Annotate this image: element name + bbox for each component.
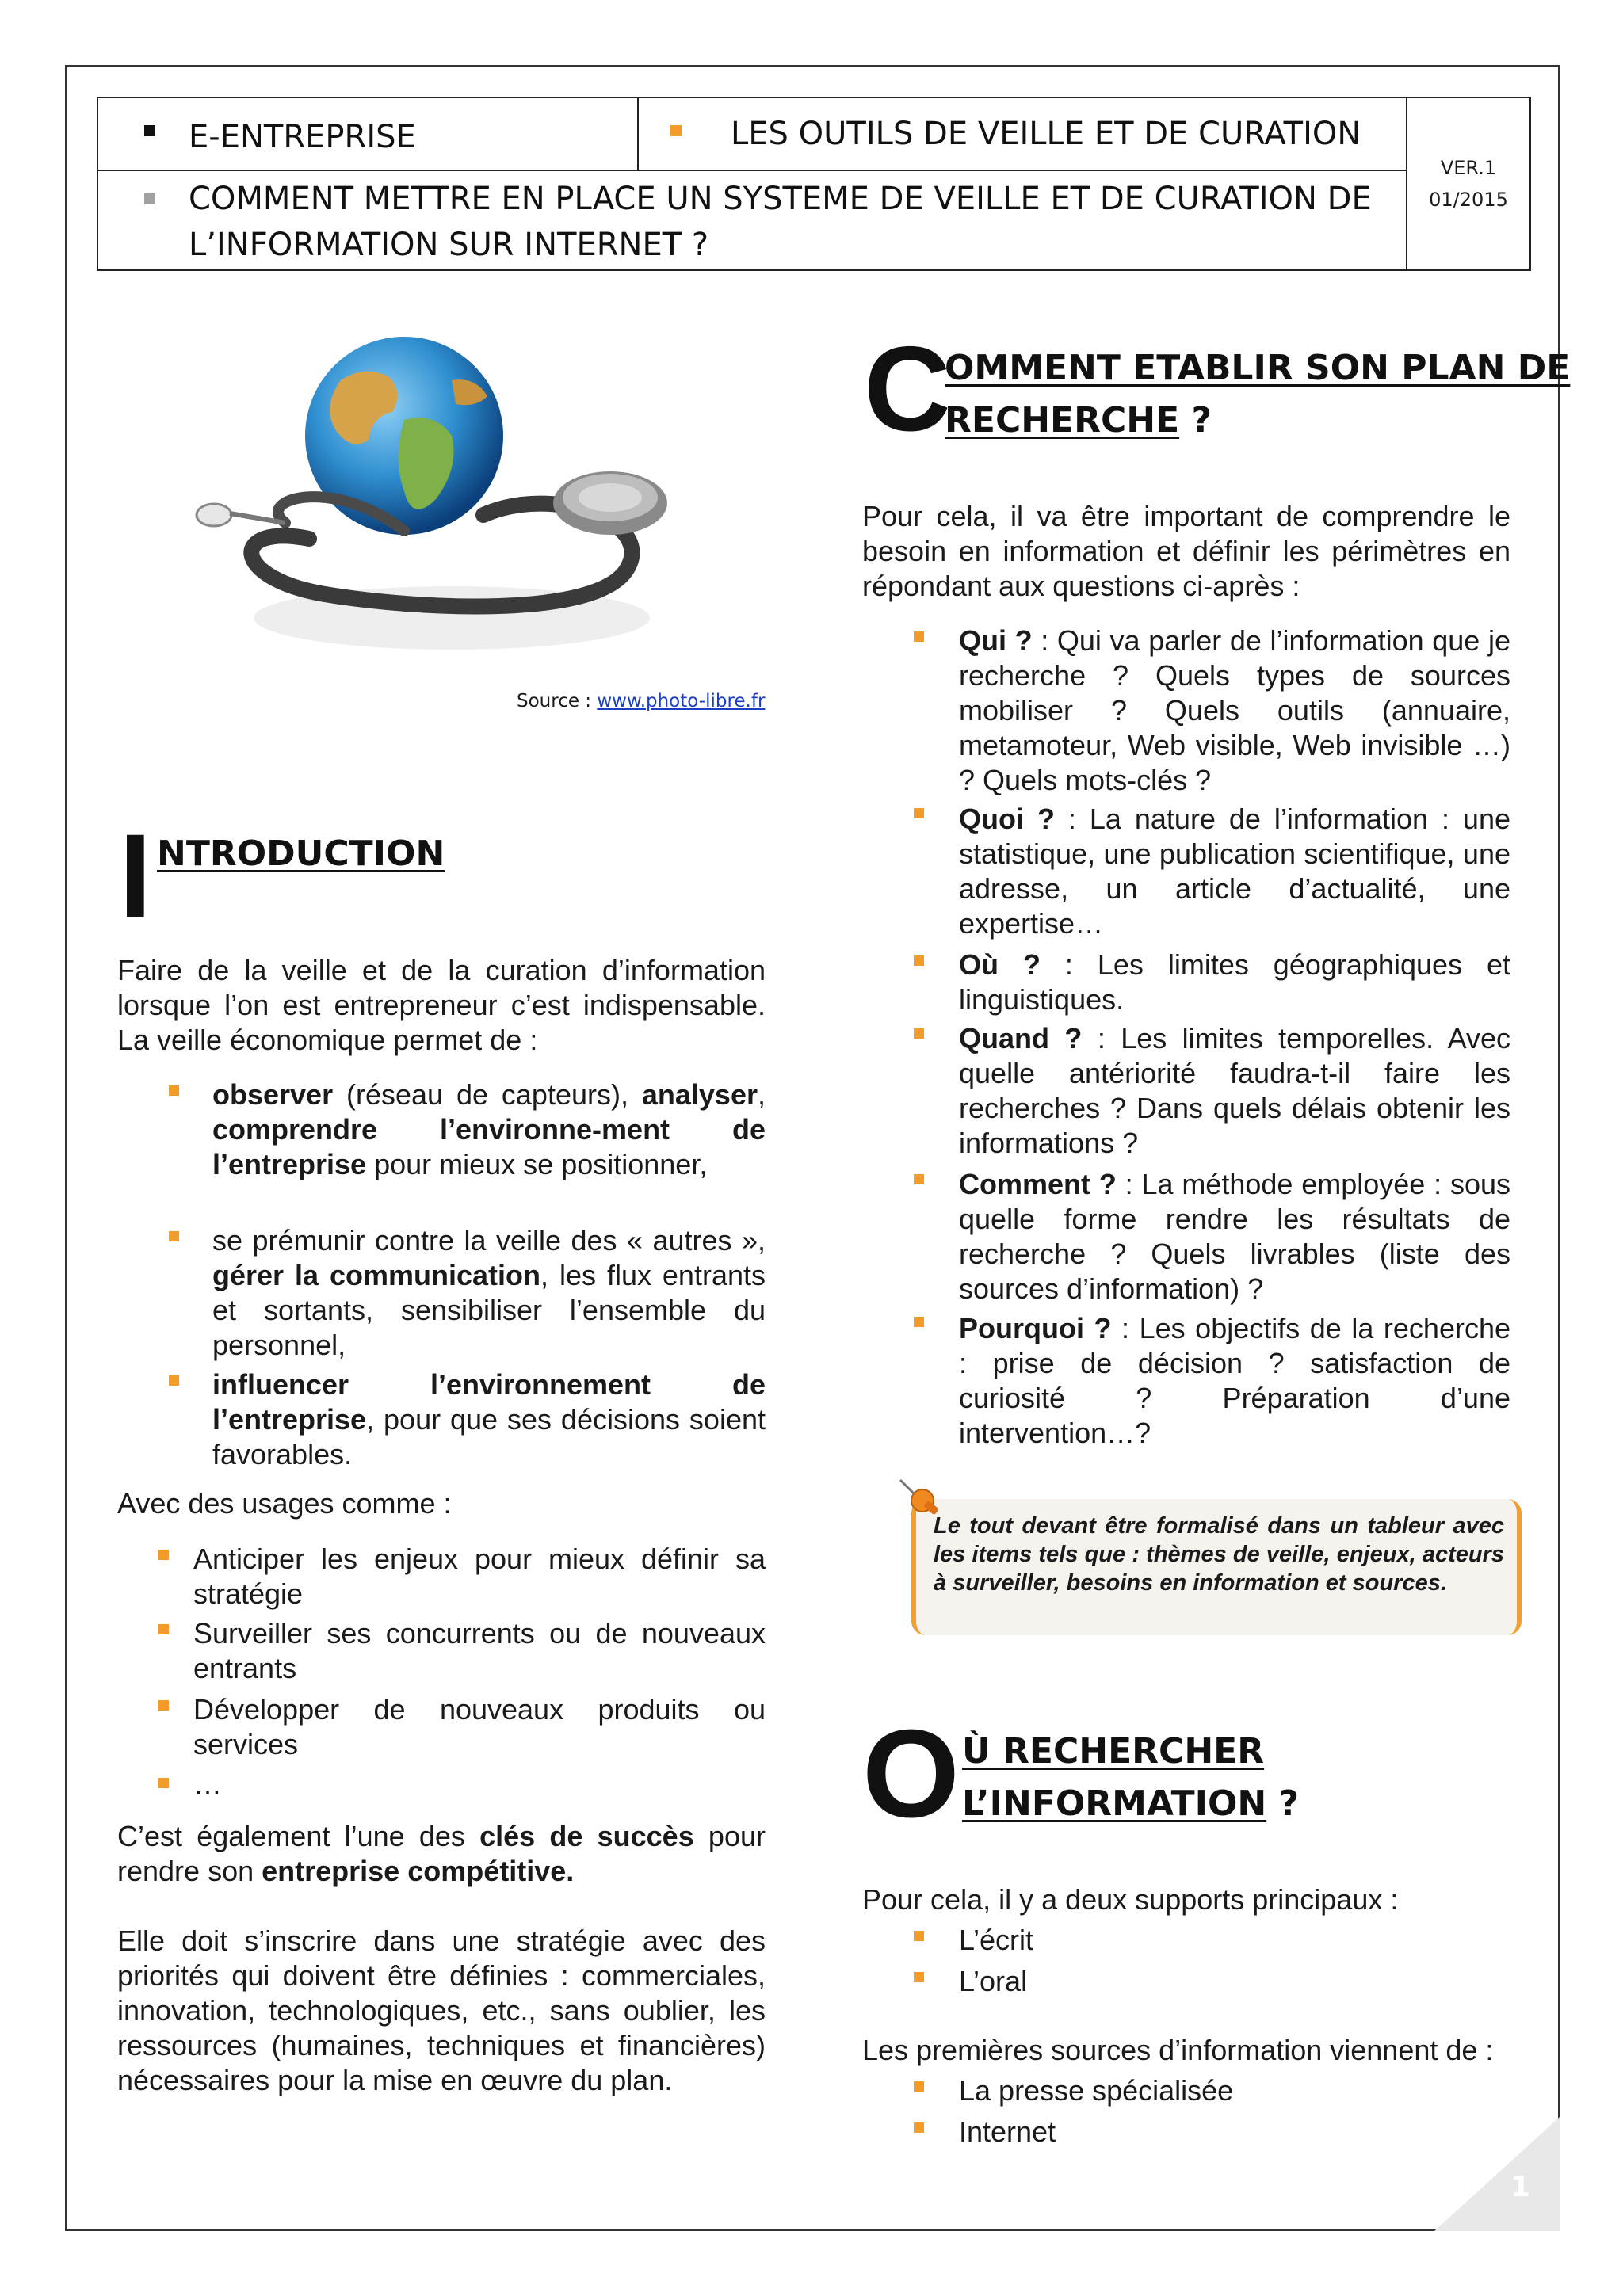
bullet-icon: [914, 808, 924, 818]
globe-stethoscope-image: [182, 333, 721, 673]
header-question-cell: [98, 171, 1406, 269]
usage-item-1: Anticiper les enjeux pour mieux définir sa stratégie: [193, 1543, 766, 1610]
header-version-cell: [1406, 98, 1529, 269]
header-table: [97, 97, 1531, 271]
page-number: 1: [1510, 2171, 1531, 2203]
plan-item-qui: Qui ? : Qui va parler de l’information que je recherche ? Quels types de sources mobiliser ? Quels outils (annuaire, metamoteur, Web visible, Web invisible …) ? Quels mots-clés ?: [959, 624, 1510, 796]
bullet-icon: [914, 1028, 924, 1039]
bullet-icon: [158, 1700, 169, 1711]
plan-heading-line1: OMMENT ETABLIR SON PLAN DE: [945, 348, 1571, 388]
where-heading-line1: Ù RECHERCHER: [962, 1731, 1265, 1772]
header-version: VER.1: [1440, 157, 1497, 179]
plan-item-quoi: Quoi ? : La nature de l’information : une statistique, une publication scientifique, une adresse, un article d’actualité, une expertise…: [959, 803, 1510, 940]
where-heading-line2: L’INFORMATION ?: [962, 1783, 1300, 1824]
intro-drop-letter: I: [119, 809, 152, 942]
note-text: Le tout devant être formalisé dans un tableur avec les items tels que : thèmes de veille, enjeux, acteurs à surveiller, besoins en information et sources.: [934, 1513, 1504, 1596]
where-para2: Les premières sources d’information viennent de :: [862, 2034, 1494, 2066]
support-item-1: L’écrit: [959, 1924, 1034, 1956]
source-item-2: Internet: [959, 2115, 1056, 2148]
bullet-icon: [914, 2081, 924, 2092]
bullet-icon: [914, 1174, 924, 1184]
header-topic-cell: [639, 98, 1406, 170]
image-source-link[interactable]: www.photo-libre.fr: [597, 691, 766, 711]
bullet-icon: [914, 2122, 924, 2133]
plan-item-pourquoi: Pourquoi ? : Les objectifs de la recherche : prise de décision ? satisfaction de curiosité ? Préparation d’une intervention…?: [959, 1312, 1510, 1449]
image-source: [517, 691, 765, 711]
header-domain-cell: [98, 98, 639, 170]
bullet-icon: [914, 631, 924, 642]
header-question-line1: COMMENT METTRE EN PLACE UN SYSTEME DE VEILLE ET DE CURATION DE: [189, 181, 1372, 217]
plan-heading-line2: RECHERCHE ?: [945, 400, 1212, 441]
header-topic: LES OUTILS DE VEILLE ET DE CURATION: [731, 116, 1361, 152]
where-para1: Pour cela, il y a deux supports principaux :: [862, 1883, 1399, 1916]
image-source-label: Source :: [517, 691, 598, 711]
support-item-2: L’oral: [959, 1965, 1028, 1997]
bullet-icon: [169, 1231, 179, 1241]
intro-para3: Elle doit s’inscrire dans une stratégie avec des priorités qui doivent être définies : commerciales, innovation, technologiques, etc., sans oublier, les ressources (humaines, techniques et financières) nécessaires pour la mise en œuvre du plan.: [117, 1924, 766, 2096]
gray-bullet-icon: [144, 193, 155, 204]
source-item-1: La presse spécialisée: [959, 2074, 1234, 2107]
where-drop-letter: O: [862, 1704, 960, 1844]
intro-bullet-2: se prémunir contre la veille des « autres », gérer la communication, les flux entrants et sortants, sensibiliser l’ensemble du personnel,: [212, 1224, 766, 1361]
bullet-icon: [914, 1972, 924, 1982]
black-bullet-icon: [144, 125, 155, 136]
intro-para2: C’est également l’une des clés de succès pour rendre son entreprise compétitive.: [117, 1820, 766, 1887]
usage-item-3: Développer de nouveaux produits ou services: [193, 1693, 766, 1760]
intro-bullet-1: observer (réseau de capteurs), analyser, comprendre l’environne-ment de l’entreprise pour mieux se positionner,: [212, 1078, 766, 1180]
bullet-icon: [158, 1778, 169, 1788]
plan-drop-letter: C: [864, 322, 951, 456]
plan-item-ou: Où ? : Les limites géographiques et linguistiques.: [959, 948, 1510, 1016]
bullet-icon: [914, 1317, 924, 1327]
usage-item-4: …: [193, 1768, 222, 1800]
intro-usages-intro: Avec des usages comme :: [117, 1487, 452, 1520]
note-box: [911, 1499, 1522, 1635]
orange-bullet-icon: [670, 125, 682, 136]
bullet-icon: [914, 955, 924, 966]
intro-heading: NTRODUCTION: [157, 833, 445, 874]
usage-item-2: Surveiller ses concurrents ou de nouveaux entrants: [193, 1617, 766, 1684]
bullet-icon: [158, 1550, 169, 1560]
header-date: 01/2015: [1429, 189, 1508, 211]
intro-bullet-3: influencer l’environnement de l’entreprise, pour que ses décisions soient favorables.: [212, 1368, 766, 1470]
plan-item-comment: Comment ? : La méthode employée : sous quelle forme rendre les résultats de recherche ? Quels livrables (liste des sources d’information) ?: [959, 1168, 1511, 1305]
bullet-icon: [914, 1931, 924, 1941]
page-corner: [1434, 2117, 1560, 2231]
plan-item-quand: Quand ? : Les limites temporelles. Avec quelle antériorité faudra-t-il faire les recherches ? Dans quels délais obtenir les informations ?: [959, 1022, 1510, 1159]
bullet-icon: [158, 1624, 169, 1634]
intro-para1: Faire de la veille et de la curation d’information lorsque l’on est entrepreneur c’est indispensable. La veille économique permet de :: [117, 954, 766, 1056]
pushpin-icon: [892, 1472, 948, 1527]
bullet-icon: [169, 1375, 179, 1386]
header-question-line2: L’INFORMATION SUR INTERNET ?: [189, 227, 709, 263]
header-domain: E-ENTREPRISE: [189, 119, 416, 155]
bullet-icon: [169, 1085, 179, 1096]
plan-para: Pour cela, il va être important de comprendre le besoin en information et définir les périmètres en répondant aux questions ci-après :: [862, 500, 1510, 602]
